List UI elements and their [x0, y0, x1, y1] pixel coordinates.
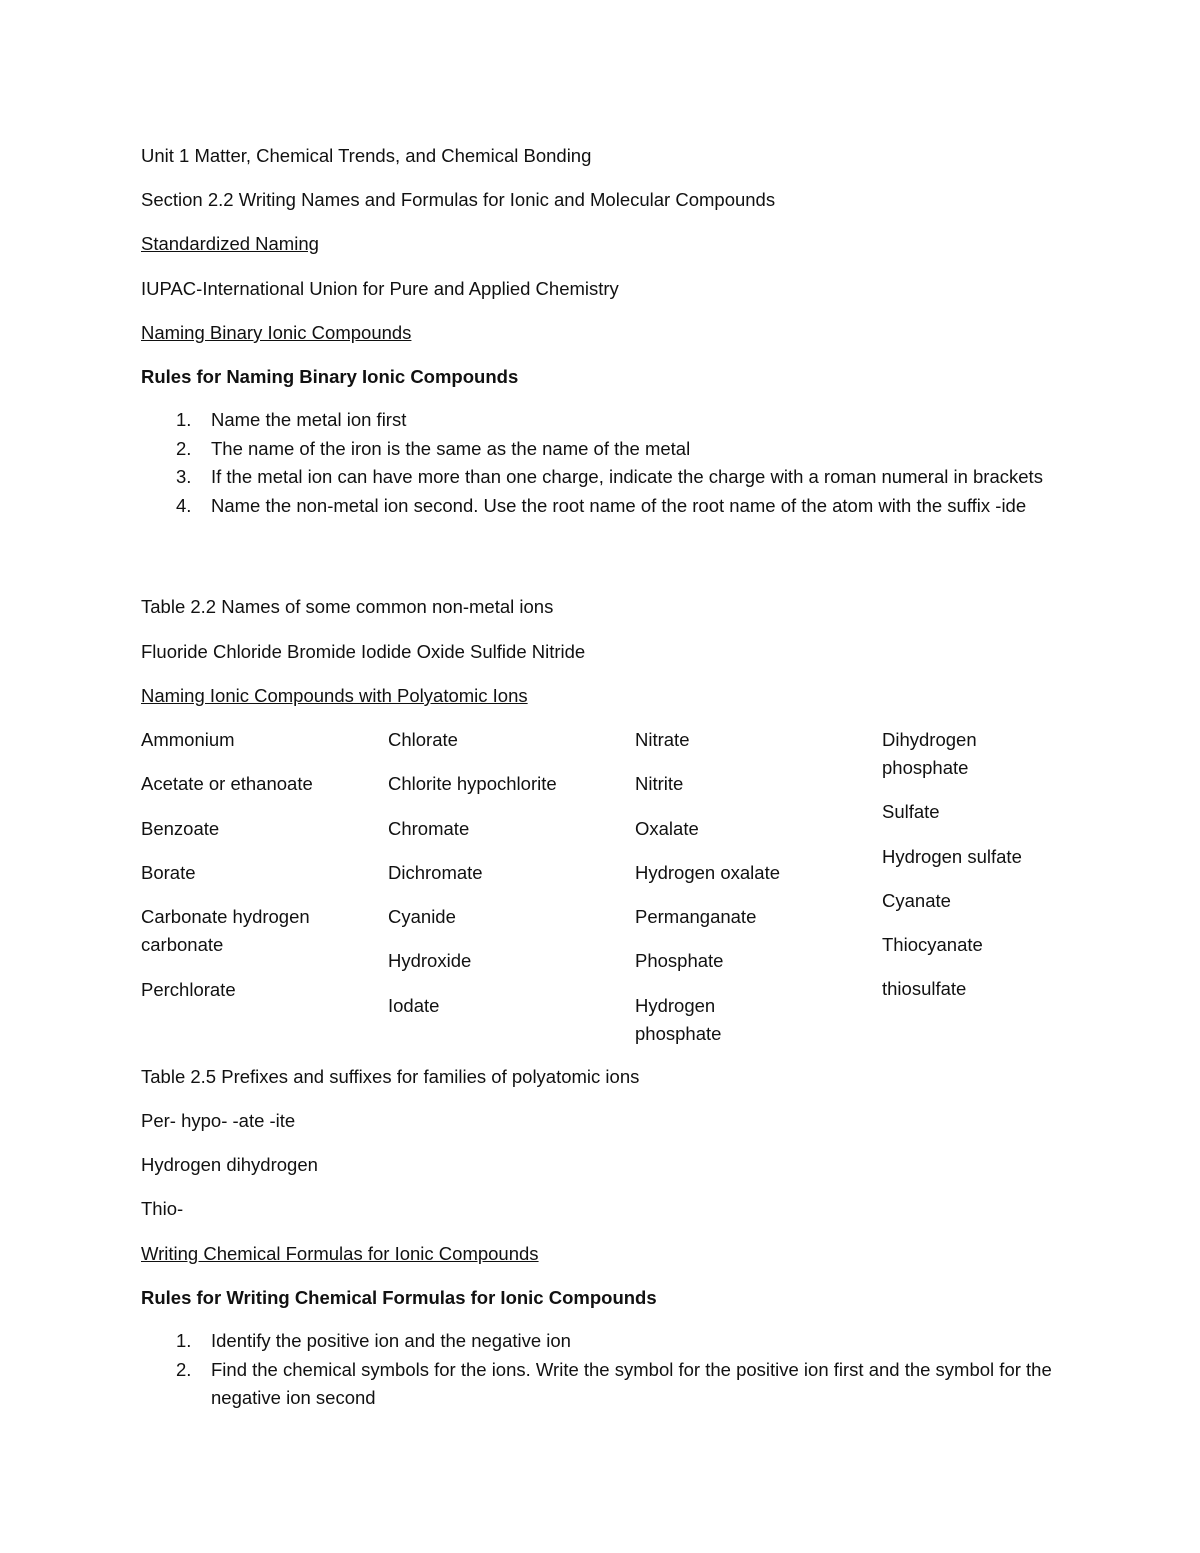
ion-column-2: [388, 726, 618, 1020]
ion-name: Cyanide: [388, 906, 456, 927]
list-item: [141, 435, 1071, 464]
ion-name: Borate: [141, 862, 196, 883]
list-number: 1.: [176, 409, 192, 430]
list-text: Name the non-metal ion second. Use the root name of the root name of the atom with the suffix -ide: [211, 494, 1027, 516]
polyatomic-heading: Naming Ionic Compounds with Polyatomic Ions: [141, 685, 528, 706]
ion-name: Oxalate: [635, 818, 699, 839]
ion-name: Nitrate: [635, 729, 690, 750]
prefix-line-1: Per- hypo- -ate -ite: [141, 1110, 296, 1131]
table-2-5-caption: Table 2.5 Prefixes and suffixes for families of polyatomic ions: [141, 1066, 640, 1087]
ion-name: Thiocyanate: [882, 934, 983, 955]
ion-name: Carbonate hydrogen carbonate: [141, 906, 310, 955]
ion-name: Cyanate: [882, 890, 951, 911]
writing-formulas-heading: Writing Chemical Formulas for Ionic Compounds: [141, 1243, 539, 1264]
list-text: If the metal ion can have more than one charge, indicate the charge with a roman numeral in brackets: [211, 466, 1043, 487]
ion-name: Benzoate: [141, 818, 220, 839]
list-text: Find the chemical symbols for the ions. Write the symbol for the positive ion first and the symbol for the negative ion second: [211, 1358, 1052, 1408]
ion-name: thiosulfate: [882, 978, 967, 999]
list-item: [141, 492, 1071, 521]
prefix-line-2: Hydrogen dihydrogen: [141, 1154, 318, 1175]
ion-name: Hydroxide: [388, 950, 472, 971]
list-text: Name the metal ion first: [211, 409, 407, 430]
ion-name: Chlorite hypochlorite: [388, 773, 557, 794]
list-number: 1.: [176, 1330, 192, 1351]
ion-name: Chlorate: [388, 729, 458, 750]
table-2-2-caption: Table 2.2 Names of some common non-metal ions: [141, 596, 554, 617]
rules-binary-list: [141, 406, 1071, 520]
list-number: 3.: [176, 466, 192, 487]
ion-name: Chromate: [388, 818, 470, 839]
rules-writing-list: [141, 1327, 1071, 1413]
nonmetal-ions-line: Fluoride Chloride Bromide Iodide Oxide Sulfide Nitride: [141, 641, 586, 662]
ion-name: Hydrogen oxalate: [635, 862, 781, 883]
ion-name: Permanganate: [635, 906, 757, 927]
ion-name: Dichromate: [388, 862, 483, 883]
list-number: 2.: [176, 1358, 192, 1380]
ion-column-4: [882, 726, 1112, 1003]
iupac-line: IUPAC-International Union for Pure and Applied Chemistry: [141, 278, 619, 299]
ion-name: Ammonium: [141, 729, 235, 750]
ion-name: Iodate: [388, 995, 440, 1016]
ion-column-1: [141, 726, 371, 1004]
naming-binary-heading: Naming Binary Ionic Compounds: [141, 322, 412, 343]
ion-name: Sulfate: [882, 801, 940, 822]
ion-name: Phosphate: [635, 950, 724, 971]
list-number: 4.: [176, 494, 192, 516]
unit-title: Unit 1 Matter, Chemical Trends, and Chemical Bonding: [141, 145, 592, 166]
rules-writing-heading: Rules for Writing Chemical Formulas for Ionic Compounds: [141, 1287, 657, 1308]
rules-binary-heading: Rules for Naming Binary Ionic Compounds: [141, 366, 519, 387]
list-number: 2.: [176, 437, 192, 459]
ion-name: Perchlorate: [141, 979, 236, 1000]
ion-name: Acetate or ethanoate: [141, 773, 313, 794]
list-item: [141, 406, 1071, 435]
prefix-line-3: Thio-: [141, 1198, 184, 1219]
list-text: The name of the iron is the same as the name of the metal: [211, 437, 691, 459]
ion-column-3: [635, 726, 865, 1048]
list-item: [141, 1327, 1071, 1356]
section-title: Section 2.2 Writing Names and Formulas for Ionic and Molecular Compounds: [141, 189, 776, 210]
standardized-naming-heading: Standardized Naming: [141, 233, 319, 254]
list-item: [141, 1356, 1071, 1413]
list-text: Identify the positive ion and the negative ion: [211, 1330, 571, 1351]
ion-name: Hydrogen sulfate: [882, 846, 1022, 867]
ion-name: Dihydrogen phosphate: [882, 729, 977, 778]
ion-name: Hydrogen phosphate: [635, 995, 722, 1044]
ion-name: Nitrite: [635, 773, 684, 794]
list-item: [141, 463, 1071, 492]
